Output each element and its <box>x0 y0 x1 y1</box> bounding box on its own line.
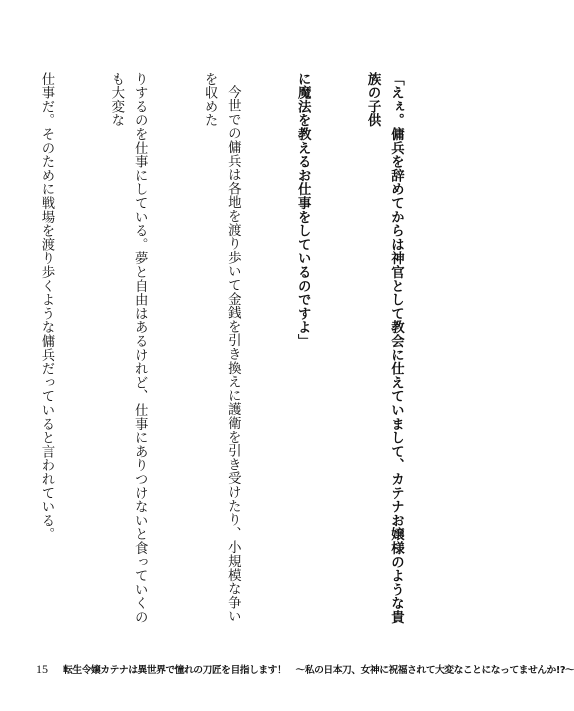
page-footer <box>36 660 574 678</box>
text-line: に魔法を教えるお仕事をしているのですよ」 <box>295 72 312 348</box>
page-number: 15 <box>36 662 48 676</box>
text-line: りするのを仕事にしている。夢と自由はあるけれど、仕事にありつけないと食っていくのも大変な <box>108 72 148 624</box>
text-line: 今世での傭兵は各地を渡り歩いて金銭を引き換えに護衛を引き受けたり、小規模な争いを収めた <box>202 72 241 624</box>
running-title: 転生令嬢カテナは異世界で憧れの刀匠を目指します！ ～私の日本刀、女神に祝福されて大変なことになってませんか!?～ <box>63 665 574 676</box>
text-line: 仕事だ。そのために戦場を渡り歩くような傭兵だっていると言われている。 <box>38 72 54 542</box>
text-line: 「えぇ。傭兵を辞めてからは神官として教会に仕えていまして、カテナお嬢様のような貴族の子供 <box>365 72 405 624</box>
vertical-text-body <box>38 72 454 632</box>
